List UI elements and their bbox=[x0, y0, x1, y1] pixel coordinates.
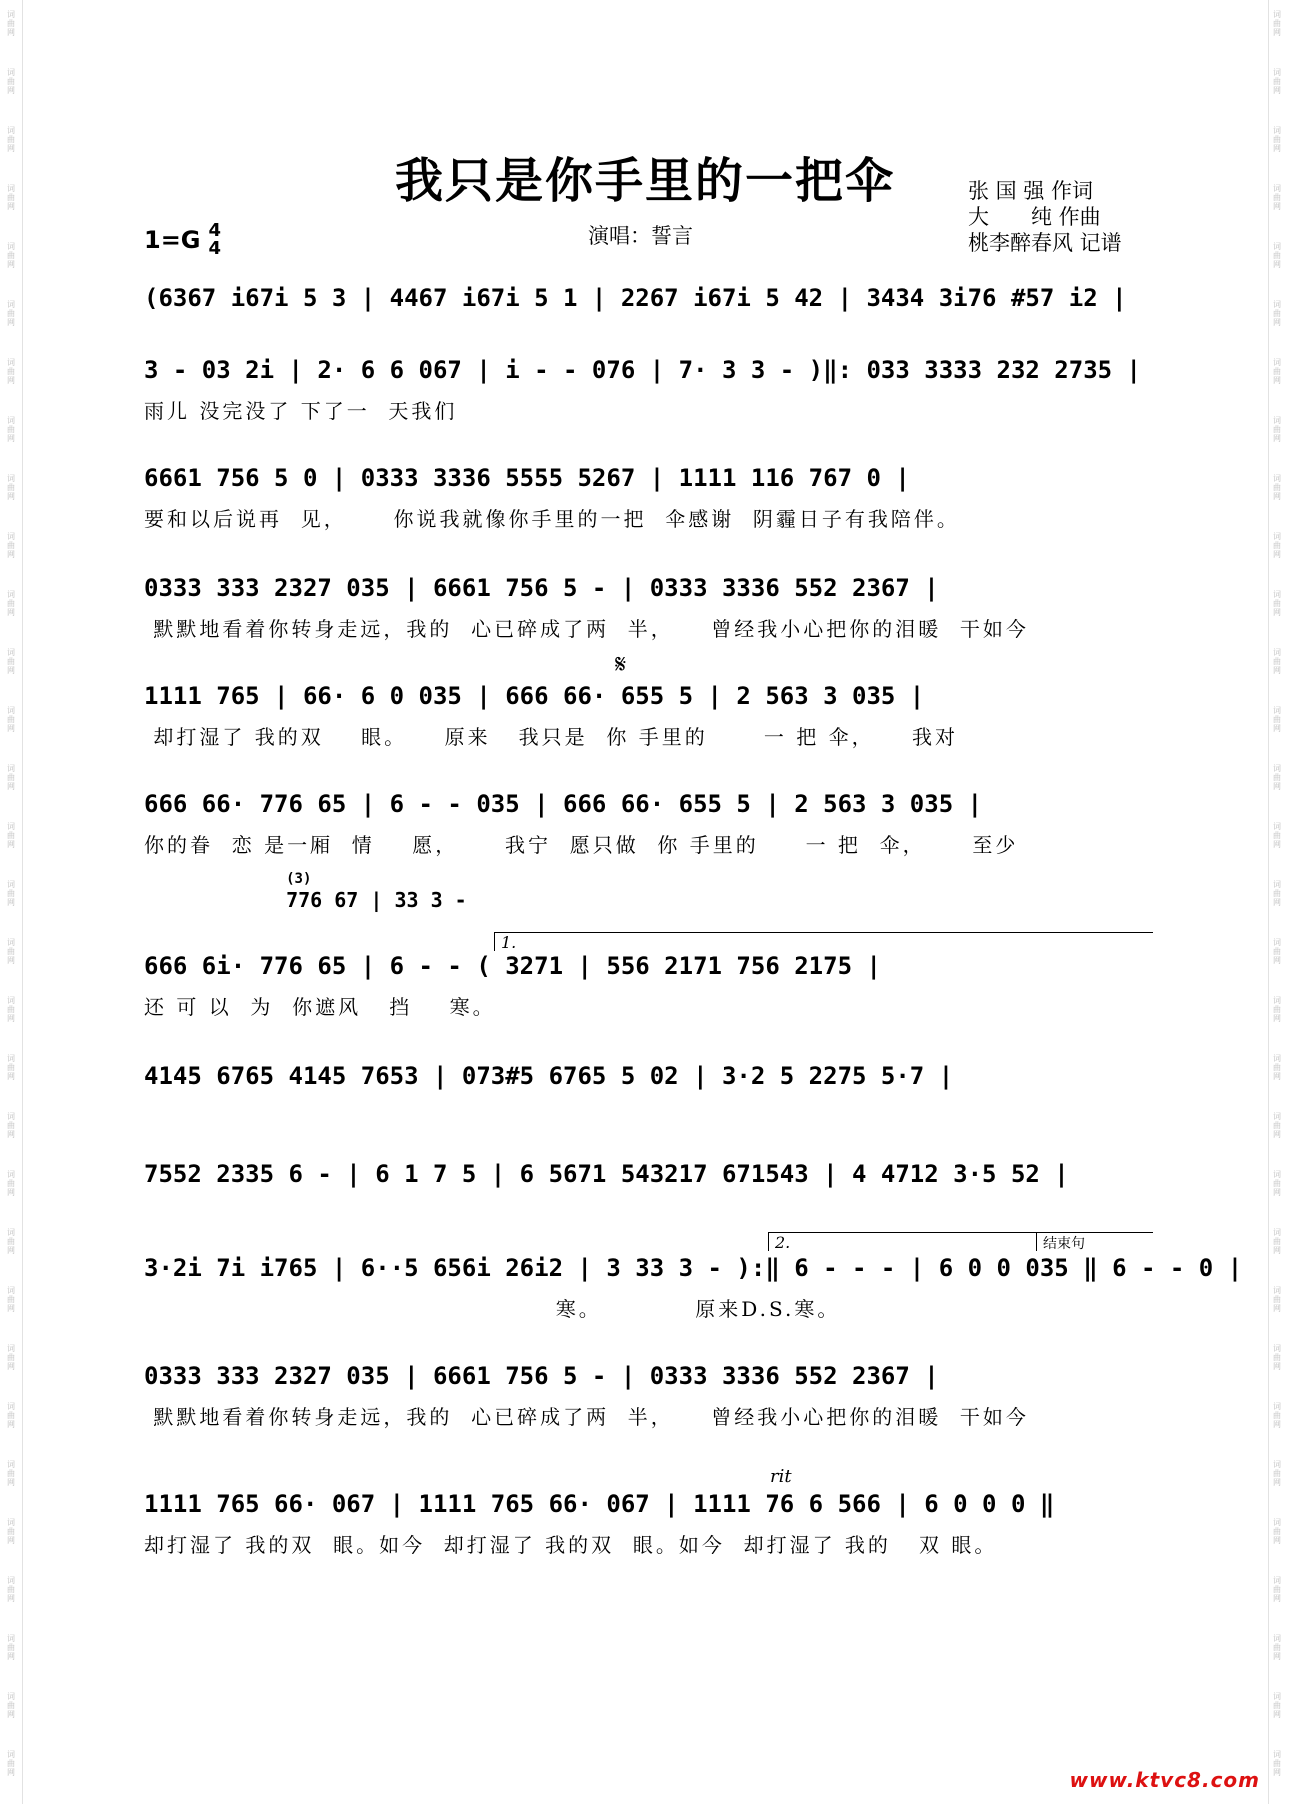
time-signature-bottom: 4 bbox=[208, 238, 222, 259]
edge-watermark-mark: 词曲网 bbox=[1273, 10, 1281, 37]
score-system bbox=[144, 354, 1146, 426]
notation-line: 0333 333 2327 035 | 6661 756 5 - | 0333 3336 552 2367 | bbox=[144, 574, 939, 602]
edge-watermark-mark: 词曲网 bbox=[7, 1170, 15, 1197]
lyric-line bbox=[144, 1200, 1146, 1230]
edge-watermark-mark: 词曲网 bbox=[7, 358, 15, 385]
edge-watermark-mark: 词曲网 bbox=[1273, 764, 1281, 791]
edge-watermark-mark: 词曲网 bbox=[7, 1634, 15, 1661]
edge-watermark-mark: 词曲网 bbox=[1273, 416, 1281, 443]
ossia-notes: 776 67 | 33 3 - bbox=[286, 888, 467, 912]
score-system bbox=[144, 462, 1146, 534]
notation-line: 3·2i 7i i765 | 6··5 656i 26i2 | 3 33 3 - ):‖ 6 - - - | 6 0 0 035 ‖ 6 - - 0 | bbox=[144, 1254, 1243, 1282]
edge-watermark-mark: 词曲网 bbox=[1273, 590, 1281, 617]
score-system bbox=[144, 1488, 1146, 1560]
edge-watermark-mark: 词曲网 bbox=[7, 532, 15, 559]
edge-watermark-mark: 词曲网 bbox=[1273, 1460, 1281, 1487]
lyric-line: 寒。 原来D.S.寒。 bbox=[144, 1297, 841, 1321]
edge-watermark-mark: 词曲网 bbox=[7, 416, 15, 443]
edge-watermark-mark: 词曲网 bbox=[1273, 532, 1281, 559]
ossia-line bbox=[262, 840, 467, 912]
notation-line: 1111 765 | 66· 6 0 035 | 666 66· 655 5 | 2 563 3 035 | bbox=[144, 682, 925, 710]
notation-line: 7552 2335 6 - | 6 1 7 5 | 6 5671 543217 671543 | 4 4712 3·5 52 | bbox=[144, 1160, 1069, 1188]
lyric-line: 还 可 以 为 你遮风 挡 寒。 bbox=[144, 995, 496, 1019]
score-system bbox=[144, 1060, 1146, 1132]
time-signature-top: 4 bbox=[208, 220, 222, 241]
edge-watermark-mark: 词曲网 bbox=[1273, 1344, 1281, 1371]
notation-line: 0333 333 2327 035 | 6661 756 5 - | 0333 3336 552 2367 | bbox=[144, 1362, 939, 1390]
score-system bbox=[144, 1360, 1146, 1432]
singer: 演唱：誓言 bbox=[588, 224, 693, 248]
edge-watermark-mark: 词曲网 bbox=[7, 1054, 15, 1081]
edge-watermark-mark: 词曲网 bbox=[1273, 996, 1281, 1023]
edge-watermark-mark: 词曲网 bbox=[1273, 1228, 1281, 1255]
time-signature bbox=[209, 222, 222, 258]
edge-watermark-mark: 词曲网 bbox=[7, 996, 15, 1023]
edge-watermark-mark: 词曲网 bbox=[7, 648, 15, 675]
edge-watermark-mark: 词曲网 bbox=[1273, 1634, 1281, 1661]
edge-watermark-mark: 词曲网 bbox=[7, 1112, 15, 1139]
edge-watermark-mark: 词曲网 bbox=[7, 1460, 15, 1487]
edge-watermark-mark: 词曲网 bbox=[7, 706, 15, 733]
segno-mark: 𝄋 bbox=[615, 650, 627, 680]
edge-watermark-mark: 词曲网 bbox=[1273, 1518, 1281, 1545]
edge-watermark-mark: 词曲网 bbox=[1273, 1692, 1281, 1719]
transcriber-credit: 桃李醉春风 记谱 bbox=[968, 231, 1122, 255]
score-system bbox=[144, 572, 1146, 644]
composer-credit: 大 纯 作曲 bbox=[968, 205, 1101, 229]
right-page-edge bbox=[1266, 0, 1290, 1804]
second-ending-label: 2. bbox=[775, 1233, 791, 1252]
lyric-line bbox=[144, 1102, 1146, 1132]
edge-watermark-mark: 词曲网 bbox=[7, 242, 15, 269]
edge-watermark-mark: 词曲网 bbox=[1273, 300, 1281, 327]
ending-phrase-bracket bbox=[1036, 1232, 1153, 1251]
edge-watermark-mark: 词曲网 bbox=[7, 126, 15, 153]
lyric-line: 默默地看着你转身走远，我的 心已碎成了两 半， 曾经我小心把你的泪暖 干如今 bbox=[144, 1405, 1029, 1429]
key-label: 1=G bbox=[144, 226, 201, 254]
edge-watermark-mark: 词曲网 bbox=[1273, 822, 1281, 849]
score-system bbox=[144, 282, 1146, 354]
lyric-line: 你的眷 恋 是一厢 情 愿， 我宁 愿只做 你 手里的 一 把 伞， 至少 bbox=[144, 833, 1019, 857]
notation-line: (6367 i67i 5 3 | 4467 i67i 5 1 | 2267 i67i 5 42 | 3434 3i76 #57 i2 | bbox=[144, 284, 1127, 312]
edge-watermark-mark: 词曲网 bbox=[1273, 880, 1281, 907]
edge-watermark-mark: 词曲网 bbox=[7, 184, 15, 211]
edge-watermark-mark: 词曲网 bbox=[7, 822, 15, 849]
edge-watermark-mark: 词曲网 bbox=[7, 10, 15, 37]
score-system bbox=[144, 680, 1146, 752]
edge-watermark-mark: 词曲网 bbox=[7, 1576, 15, 1603]
edge-watermark-mark: 词曲网 bbox=[7, 590, 15, 617]
left-page-edge bbox=[0, 0, 24, 1804]
ossia-label: (3) bbox=[286, 871, 312, 887]
first-ending-bracket bbox=[494, 932, 1153, 951]
notation-line: 4145 6765 4145 7653 | 073#5 6765 5 02 | 3·2 5 2275 5·7 | bbox=[144, 1062, 954, 1090]
edge-watermark-mark: 词曲网 bbox=[1273, 1286, 1281, 1313]
lyricist-credit: 张 国 强 作词 bbox=[968, 179, 1094, 203]
edge-watermark-mark: 词曲网 bbox=[7, 474, 15, 501]
lyric-line bbox=[144, 324, 1146, 354]
ritardando-mark: rit bbox=[770, 1466, 792, 1487]
lyric-line: 却打湿了 我的双 眼。如今 却打湿了 我的双 眼。如今 却打湿了 我的 双 眼。 bbox=[144, 1533, 998, 1557]
edge-watermark-mark: 词曲网 bbox=[1273, 358, 1281, 385]
score-system bbox=[144, 1252, 1243, 1324]
edge-watermark-mark: 词曲网 bbox=[1273, 1750, 1281, 1777]
edge-watermark-mark: 词曲网 bbox=[7, 1518, 15, 1545]
ending-phrase-label: 结束句 bbox=[1043, 1236, 1085, 1252]
edge-watermark-mark: 词曲网 bbox=[1273, 184, 1281, 211]
song-title: 我只是你手里的一把伞 bbox=[394, 153, 895, 209]
edge-watermark-mark: 词曲网 bbox=[1273, 1054, 1281, 1081]
notation-line: 666 6i· 776 65 | 6 - - ( 3271 | 556 2171 756 2175 | bbox=[144, 952, 881, 980]
edge-watermark-mark: 词曲网 bbox=[1273, 1112, 1281, 1139]
edge-watermark-mark: 词曲网 bbox=[1273, 1576, 1281, 1603]
lyric-line: 却打湿了 我的双 眼。 原来 我只是 你 手里的 一 把 伞， 我对 bbox=[144, 725, 959, 749]
edge-watermark-mark: 词曲网 bbox=[1273, 938, 1281, 965]
edge-watermark-mark: 词曲网 bbox=[7, 764, 15, 791]
edge-watermark-mark: 词曲网 bbox=[1273, 1170, 1281, 1197]
edge-watermark-mark: 词曲网 bbox=[1273, 1402, 1281, 1429]
edge-watermark-mark: 词曲网 bbox=[1273, 706, 1281, 733]
first-ending-label: 1. bbox=[501, 933, 517, 952]
edge-watermark-mark: 词曲网 bbox=[7, 68, 15, 95]
notation-line: 666 66· 776 65 | 6 - - 035 | 666 66· 655 5 | 2 563 3 035 | bbox=[144, 790, 983, 818]
edge-watermark-mark: 词曲网 bbox=[1273, 242, 1281, 269]
site-watermark: www.ktvc8.com bbox=[1069, 1768, 1260, 1792]
edge-watermark-mark: 词曲网 bbox=[1273, 68, 1281, 95]
edge-watermark-mark: 词曲网 bbox=[7, 1286, 15, 1313]
edge-watermark-mark: 词曲网 bbox=[7, 300, 15, 327]
edge-watermark-mark: 词曲网 bbox=[7, 1344, 15, 1371]
edge-watermark-mark: 词曲网 bbox=[7, 880, 15, 907]
edge-watermark-mark: 词曲网 bbox=[7, 1402, 15, 1429]
score-system bbox=[144, 1158, 1146, 1230]
score-system bbox=[144, 950, 1146, 1022]
edge-watermark-mark: 词曲网 bbox=[7, 1228, 15, 1255]
notation-line: 1111 765 66· 067 | 1111 765 66· 067 | 1111 76 6 566 | 6 0 0 0 ‖ bbox=[144, 1490, 1055, 1518]
second-ending-bracket bbox=[768, 1232, 1039, 1251]
edge-watermark-mark: 词曲网 bbox=[1273, 126, 1281, 153]
edge-watermark-mark: 词曲网 bbox=[1273, 648, 1281, 675]
lyric-line: 要和以后说再 见， 你说我就像你手里的一把 伞感谢 阴霾日子有我陪伴。 bbox=[144, 507, 960, 531]
credits bbox=[968, 178, 1122, 256]
lyric-line: 默默地看着你转身走远，我的 心已碎成了两 半， 曾经我小心把你的泪暖 干如今 bbox=[144, 617, 1029, 641]
edge-watermark-mark: 词曲网 bbox=[7, 938, 15, 965]
edge-watermark-mark: 词曲网 bbox=[7, 1692, 15, 1719]
notation-line: 3 - 03 2i | 2· 6 6 067 | i - - 076 | 7· 3 3 - )‖: 033 3333 232 2735 | bbox=[144, 356, 1141, 384]
key-signature bbox=[144, 222, 221, 258]
lyric-line: 雨儿 没完没了 下了一 天我们 bbox=[144, 399, 458, 423]
edge-watermark-mark: 词曲网 bbox=[7, 1750, 15, 1777]
edge-watermark-mark: 词曲网 bbox=[1273, 474, 1281, 501]
notation-line: 6661 756 5 0 | 0333 3336 5555 5267 | 1111 116 767 0 | bbox=[144, 464, 910, 492]
